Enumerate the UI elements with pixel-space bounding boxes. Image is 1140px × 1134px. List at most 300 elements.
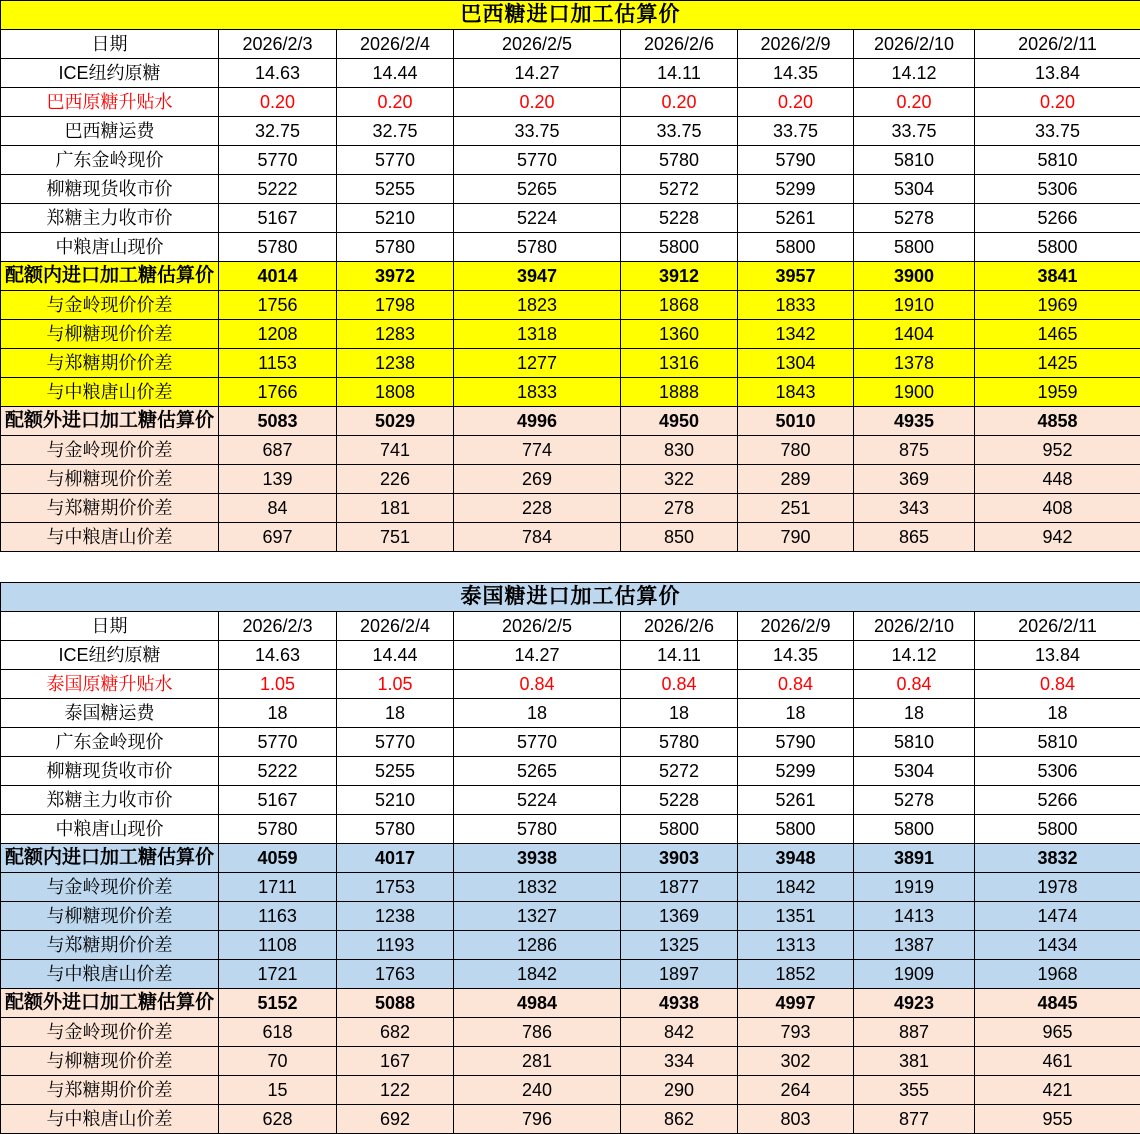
value-cell: 5770: [337, 146, 454, 175]
value-cell: 875: [854, 436, 975, 465]
date-header-cell: 2026/2/9: [738, 612, 854, 641]
value-cell: 4059: [219, 844, 337, 873]
value-cell: 369: [854, 465, 975, 494]
value-cell: 682: [337, 1018, 454, 1047]
value-cell: 5272: [621, 175, 738, 204]
value-cell: 1193: [337, 931, 454, 960]
value-cell: 1909: [854, 960, 975, 989]
row-label: 广东金岭现价: [1, 146, 219, 175]
value-cell: 139: [219, 465, 337, 494]
value-cell: 5790: [738, 146, 854, 175]
value-cell: 3938: [454, 844, 621, 873]
brazil-sugar-price-table: [0, 0, 1140, 552]
value-cell: 5266: [975, 786, 1140, 815]
table-row: [1, 699, 1140, 728]
value-cell: 5210: [337, 204, 454, 233]
value-cell: 1877: [621, 873, 738, 902]
value-cell: 461: [975, 1047, 1140, 1076]
row-label: 与金岭现价价差: [1, 1018, 219, 1047]
value-cell: 5770: [219, 728, 337, 757]
row-label: 与中粮唐山价差: [1, 378, 219, 407]
value-cell: 1897: [621, 960, 738, 989]
value-cell: 5228: [621, 786, 738, 815]
value-cell: 278: [621, 494, 738, 523]
value-cell: 1753: [337, 873, 454, 902]
value-cell: 3972: [337, 262, 454, 291]
value-cell: 952: [975, 436, 1140, 465]
value-cell: 1833: [738, 291, 854, 320]
row-label: 配额内进口加工糖估算价: [1, 262, 219, 291]
value-cell: 167: [337, 1047, 454, 1076]
value-cell: 0.20: [738, 88, 854, 117]
value-cell: 33.75: [854, 117, 975, 146]
value-cell: 618: [219, 1018, 337, 1047]
value-cell: 0.20: [621, 88, 738, 117]
value-cell: 1711: [219, 873, 337, 902]
value-cell: 15: [219, 1076, 337, 1105]
value-cell: 3900: [854, 262, 975, 291]
row-label: 与中粮唐山价差: [1, 523, 219, 552]
value-cell: 1304: [738, 349, 854, 378]
value-cell: 5255: [337, 175, 454, 204]
value-cell: 1163: [219, 902, 337, 931]
row-label: 与中粮唐山价差: [1, 1105, 219, 1134]
value-cell: 269: [454, 465, 621, 494]
value-cell: 5255: [337, 757, 454, 786]
table-title-row: [1, 1, 1140, 30]
value-cell: 32.75: [337, 117, 454, 146]
value-cell: 5272: [621, 757, 738, 786]
value-cell: 1910: [854, 291, 975, 320]
date-header-cell: 2026/2/10: [854, 30, 975, 59]
value-cell: 5780: [337, 233, 454, 262]
value-cell: 1888: [621, 378, 738, 407]
table-row: [1, 59, 1140, 88]
value-cell: 0.84: [621, 670, 738, 699]
table-row: [1, 931, 1140, 960]
value-cell: 1108: [219, 931, 337, 960]
value-cell: 33.75: [621, 117, 738, 146]
value-cell: 1833: [454, 378, 621, 407]
value-cell: 14.35: [738, 641, 854, 670]
value-cell: 1969: [975, 291, 1140, 320]
value-cell: 4017: [337, 844, 454, 873]
value-cell: 5299: [738, 757, 854, 786]
value-cell: 697: [219, 523, 337, 552]
value-cell: 5800: [975, 815, 1140, 844]
value-cell: 5800: [854, 815, 975, 844]
value-cell: 408: [975, 494, 1140, 523]
value-cell: 3912: [621, 262, 738, 291]
date-header-cell: 2026/2/5: [454, 612, 621, 641]
value-cell: 5029: [337, 407, 454, 436]
table-row: [1, 291, 1140, 320]
value-cell: 830: [621, 436, 738, 465]
value-cell: 796: [454, 1105, 621, 1134]
value-cell: 774: [454, 436, 621, 465]
table-title-row: [1, 583, 1140, 612]
value-cell: 1404: [854, 320, 975, 349]
value-cell: 5266: [975, 204, 1140, 233]
value-cell: 0.84: [975, 670, 1140, 699]
table-row: [1, 436, 1140, 465]
row-label: 配额外进口加工糖估算价: [1, 989, 219, 1018]
value-cell: 1.05: [337, 670, 454, 699]
table-row: [1, 873, 1140, 902]
value-cell: 955: [975, 1105, 1140, 1134]
row-label: 泰国原糖升贴水: [1, 670, 219, 699]
table-row: [1, 204, 1140, 233]
row-label: 泰国糖运费: [1, 699, 219, 728]
table-row: [1, 670, 1140, 699]
table-row: [1, 233, 1140, 262]
table-row: [1, 320, 1140, 349]
row-label: 柳糖现货收市价: [1, 757, 219, 786]
row-label: 配额外进口加工糖估算价: [1, 407, 219, 436]
value-cell: 5278: [854, 204, 975, 233]
value-cell: 14.35: [738, 59, 854, 88]
value-cell: 1434: [975, 931, 1140, 960]
table-row: [1, 757, 1140, 786]
date-header-cell: 2026/2/11: [975, 30, 1140, 59]
value-cell: 14.27: [454, 59, 621, 88]
value-cell: 226: [337, 465, 454, 494]
value-cell: 1318: [454, 320, 621, 349]
value-cell: 5790: [738, 728, 854, 757]
value-cell: 1832: [454, 873, 621, 902]
date-header-cell: 2026/2/4: [337, 612, 454, 641]
row-label: 巴西原糖升贴水: [1, 88, 219, 117]
value-cell: 1842: [738, 873, 854, 902]
value-cell: 70: [219, 1047, 337, 1076]
value-cell: 5265: [454, 757, 621, 786]
value-cell: 5304: [854, 757, 975, 786]
row-label: 与中粮唐山价差: [1, 960, 219, 989]
table-row: [1, 1018, 1140, 1047]
value-cell: 1286: [454, 931, 621, 960]
value-cell: 1369: [621, 902, 738, 931]
value-cell: 5770: [337, 728, 454, 757]
value-cell: 4938: [621, 989, 738, 1018]
value-cell: 4984: [454, 989, 621, 1018]
value-cell: 1238: [337, 902, 454, 931]
row-label: 与金岭现价价差: [1, 291, 219, 320]
row-label: 郑糖主力收市价: [1, 786, 219, 815]
value-cell: 5210: [337, 786, 454, 815]
value-cell: 4996: [454, 407, 621, 436]
value-cell: 5770: [454, 728, 621, 757]
value-cell: 1153: [219, 349, 337, 378]
table-row: [1, 1076, 1140, 1105]
value-cell: 942: [975, 523, 1140, 552]
value-cell: 240: [454, 1076, 621, 1105]
value-cell: 14.12: [854, 59, 975, 88]
value-cell: 1360: [621, 320, 738, 349]
table-row: [1, 378, 1140, 407]
value-cell: 33.75: [975, 117, 1140, 146]
value-cell: 264: [738, 1076, 854, 1105]
value-cell: 18: [621, 699, 738, 728]
value-cell: 1351: [738, 902, 854, 931]
value-cell: 1208: [219, 320, 337, 349]
value-cell: 1313: [738, 931, 854, 960]
value-cell: 3947: [454, 262, 621, 291]
value-cell: 1978: [975, 873, 1140, 902]
value-cell: 5780: [337, 815, 454, 844]
value-cell: 1342: [738, 320, 854, 349]
value-cell: 5261: [738, 204, 854, 233]
value-cell: 1766: [219, 378, 337, 407]
value-cell: 0.84: [454, 670, 621, 699]
date-header-row: [1, 30, 1140, 59]
value-cell: 381: [854, 1047, 975, 1076]
value-cell: 1721: [219, 960, 337, 989]
table-row: [1, 1047, 1140, 1076]
row-label: 巴西糖运费: [1, 117, 219, 146]
date-header-row: [1, 612, 1140, 641]
value-cell: 790: [738, 523, 854, 552]
row-label: 与金岭现价价差: [1, 873, 219, 902]
value-cell: 1842: [454, 960, 621, 989]
value-cell: 692: [337, 1105, 454, 1134]
value-cell: 4935: [854, 407, 975, 436]
value-cell: 3957: [738, 262, 854, 291]
value-cell: 793: [738, 1018, 854, 1047]
value-cell: 887: [854, 1018, 975, 1047]
table-row: [1, 494, 1140, 523]
table-row: [1, 844, 1140, 873]
value-cell: 14.27: [454, 641, 621, 670]
value-cell: 1277: [454, 349, 621, 378]
value-cell: 1843: [738, 378, 854, 407]
date-header-cell: 2026/2/6: [621, 30, 738, 59]
value-cell: 3841: [975, 262, 1140, 291]
table-row: [1, 523, 1140, 552]
table-row: [1, 728, 1140, 757]
value-cell: 1959: [975, 378, 1140, 407]
value-cell: 5167: [219, 786, 337, 815]
value-cell: 4950: [621, 407, 738, 436]
value-cell: 5306: [975, 175, 1140, 204]
value-cell: 14.63: [219, 641, 337, 670]
value-cell: 4858: [975, 407, 1140, 436]
value-cell: 5299: [738, 175, 854, 204]
value-cell: 1798: [337, 291, 454, 320]
value-cell: 355: [854, 1076, 975, 1105]
value-cell: 4997: [738, 989, 854, 1018]
value-cell: 5261: [738, 786, 854, 815]
row-label: 与柳糖现价价差: [1, 1047, 219, 1076]
value-cell: 5222: [219, 757, 337, 786]
value-cell: 14.11: [621, 59, 738, 88]
value-cell: 421: [975, 1076, 1140, 1105]
date-header-cell: 2026/2/3: [219, 612, 337, 641]
date-header-label: 日期: [1, 612, 219, 641]
value-cell: 18: [219, 699, 337, 728]
table-row: [1, 146, 1140, 175]
value-cell: 18: [337, 699, 454, 728]
date-header-cell: 2026/2/5: [454, 30, 621, 59]
table-row: [1, 902, 1140, 931]
table-row: [1, 349, 1140, 378]
value-cell: 1808: [337, 378, 454, 407]
value-cell: 5800: [738, 233, 854, 262]
value-cell: 1868: [621, 291, 738, 320]
value-cell: 5224: [454, 786, 621, 815]
value-cell: 32.75: [219, 117, 337, 146]
row-label: 与柳糖现价价差: [1, 465, 219, 494]
value-cell: 1823: [454, 291, 621, 320]
value-cell: 5810: [854, 146, 975, 175]
value-cell: 0.20: [975, 88, 1140, 117]
value-cell: 18: [738, 699, 854, 728]
value-cell: 5222: [219, 175, 337, 204]
value-cell: 5800: [975, 233, 1140, 262]
value-cell: 5800: [854, 233, 975, 262]
value-cell: 5083: [219, 407, 337, 436]
value-cell: 4845: [975, 989, 1140, 1018]
value-cell: 4014: [219, 262, 337, 291]
table-row: [1, 815, 1140, 844]
value-cell: 14.63: [219, 59, 337, 88]
value-cell: 786: [454, 1018, 621, 1047]
value-cell: 14.44: [337, 641, 454, 670]
value-cell: 780: [738, 436, 854, 465]
value-cell: 5810: [975, 146, 1140, 175]
value-cell: 5780: [454, 815, 621, 844]
date-header-cell: 2026/2/9: [738, 30, 854, 59]
value-cell: 343: [854, 494, 975, 523]
row-label: 郑糖主力收市价: [1, 204, 219, 233]
value-cell: 5800: [621, 233, 738, 262]
value-cell: 1763: [337, 960, 454, 989]
value-cell: 850: [621, 523, 738, 552]
value-cell: 1900: [854, 378, 975, 407]
value-cell: 5780: [621, 728, 738, 757]
value-cell: 0.20: [337, 88, 454, 117]
table-row: [1, 1105, 1140, 1134]
value-cell: 0.20: [854, 88, 975, 117]
value-cell: 5810: [975, 728, 1140, 757]
value-cell: 289: [738, 465, 854, 494]
value-cell: 1919: [854, 873, 975, 902]
value-cell: 5770: [454, 146, 621, 175]
value-cell: 865: [854, 523, 975, 552]
table-row: [1, 989, 1140, 1018]
value-cell: 5800: [738, 815, 854, 844]
value-cell: 1413: [854, 902, 975, 931]
table-row: [1, 641, 1140, 670]
value-cell: 302: [738, 1047, 854, 1076]
table-gap: [0, 552, 1140, 582]
value-cell: 3832: [975, 844, 1140, 873]
table-row: [1, 88, 1140, 117]
value-cell: 5228: [621, 204, 738, 233]
value-cell: 3948: [738, 844, 854, 873]
table-row: [1, 117, 1140, 146]
date-header-label: 日期: [1, 30, 219, 59]
table-title: 巴西糖进口加工估算价: [1, 1, 1140, 30]
value-cell: 3891: [854, 844, 975, 873]
value-cell: 1852: [738, 960, 854, 989]
value-cell: 1968: [975, 960, 1140, 989]
value-cell: 1327: [454, 902, 621, 931]
value-cell: 877: [854, 1105, 975, 1134]
value-cell: 18: [975, 699, 1140, 728]
value-cell: 687: [219, 436, 337, 465]
row-label: 与金岭现价价差: [1, 436, 219, 465]
value-cell: 965: [975, 1018, 1140, 1047]
value-cell: 1387: [854, 931, 975, 960]
row-label: ICE纽约原糖: [1, 641, 219, 670]
value-cell: 4923: [854, 989, 975, 1018]
value-cell: 628: [219, 1105, 337, 1134]
table-row: [1, 786, 1140, 815]
value-cell: 5304: [854, 175, 975, 204]
table-row: [1, 262, 1140, 291]
table-row: [1, 465, 1140, 494]
value-cell: 803: [738, 1105, 854, 1134]
value-cell: 84: [219, 494, 337, 523]
value-cell: 1325: [621, 931, 738, 960]
table-row: [1, 175, 1140, 204]
value-cell: 1316: [621, 349, 738, 378]
value-cell: 18: [454, 699, 621, 728]
row-label: 与郑糖期价价差: [1, 1076, 219, 1105]
value-cell: 5265: [454, 175, 621, 204]
value-cell: 1756: [219, 291, 337, 320]
value-cell: 5770: [219, 146, 337, 175]
row-label: 与柳糖现价价差: [1, 902, 219, 931]
table-row: [1, 407, 1140, 436]
value-cell: 14.11: [621, 641, 738, 670]
value-cell: 290: [621, 1076, 738, 1105]
value-cell: 1474: [975, 902, 1140, 931]
value-cell: 5278: [854, 786, 975, 815]
row-label: ICE纽约原糖: [1, 59, 219, 88]
value-cell: 122: [337, 1076, 454, 1105]
value-cell: 1.05: [219, 670, 337, 699]
value-cell: 5810: [854, 728, 975, 757]
value-cell: 5780: [219, 815, 337, 844]
value-cell: 1283: [337, 320, 454, 349]
value-cell: 448: [975, 465, 1140, 494]
row-label: 配额内进口加工糖估算价: [1, 844, 219, 873]
value-cell: 0.20: [454, 88, 621, 117]
value-cell: 5167: [219, 204, 337, 233]
value-cell: 1425: [975, 349, 1140, 378]
value-cell: 5780: [621, 146, 738, 175]
row-label: 与郑糖期价价差: [1, 931, 219, 960]
date-header-cell: 2026/2/3: [219, 30, 337, 59]
value-cell: 228: [454, 494, 621, 523]
value-cell: 751: [337, 523, 454, 552]
value-cell: 862: [621, 1105, 738, 1134]
value-cell: 5152: [219, 989, 337, 1018]
row-label: 与郑糖期价价差: [1, 349, 219, 378]
value-cell: 18: [854, 699, 975, 728]
value-cell: 741: [337, 436, 454, 465]
row-label: 中粮唐山现价: [1, 815, 219, 844]
value-cell: 181: [337, 494, 454, 523]
value-cell: 1238: [337, 349, 454, 378]
date-header-cell: 2026/2/11: [975, 612, 1140, 641]
row-label: 柳糖现货收市价: [1, 175, 219, 204]
row-label: 与柳糖现价价差: [1, 320, 219, 349]
value-cell: 33.75: [454, 117, 621, 146]
value-cell: 251: [738, 494, 854, 523]
row-label: 与郑糖期价价差: [1, 494, 219, 523]
